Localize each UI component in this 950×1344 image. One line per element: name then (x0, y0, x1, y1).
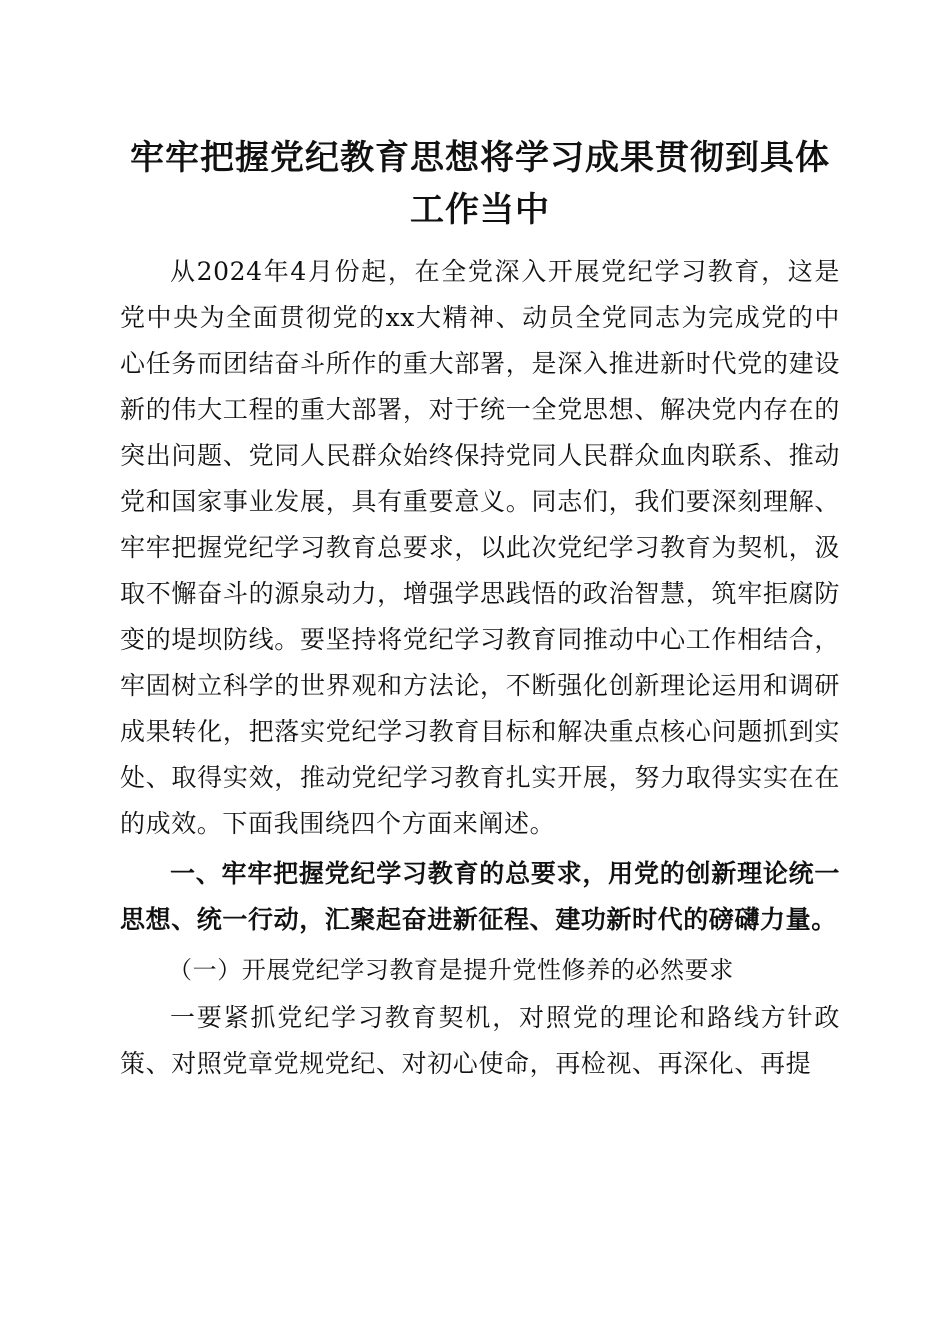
title-line-1: 牢牢把握党纪教育思想将学习成果贯彻到具体 (130, 138, 830, 178)
section-heading-1: 一、牢牢把握党纪学习教育的总要求，用党的创新理论统一思想、统一行动，汇聚起奋进新征程、建功新时代的磅礴力量。 (120, 859, 840, 934)
document-body (120, 249, 840, 1087)
intro-paragraph: 从2024年4月份起，在全党深入开展党纪学习教育，这是党中央为全面贯彻党的xx大精神、动员全党同志为完成党的中心任务而团结奋斗所作的重大部署，是深入推进新时代党的建设新的伟大工程的重大部署，对于统一全党思想、解决党内存在的突出问题、党同人民群众始终保持党同人民群众血肉联系、推动党和国家事业发展，具有重要意义。同志们，我们要深刻理解、牢牢把握党纪学习教育总要求，以此次党纪学习教育为契机，汲取不懈奋斗的源泉动力，增强学思践悟的政治智慧，筑牢拒腐防变的堤坝防线。要坚持将党纪学习教育同推动中心工作相结合，牢固树立科学的世界观和方法论，不断强化创新理论运用和调研成果转化，把落实党纪学习教育目标和解决重点核心问题抓到实处、取得实效，推动党纪学习教育扎实开展，努力取得实实在在的成效。下面我围绕四个方面来阐述。 (120, 257, 840, 838)
document-page (120, 0, 840, 1344)
subsection-heading-1: （一）开展党纪学习教育是提升党性修养的必然要求 (168, 956, 734, 984)
body-paragraph: 一要紧抓党纪学习教育契机，对照党的理论和路线方针政策、对照党章党规党纪、对初心使命，再检视、再深化、再提 (120, 1003, 840, 1078)
document-title (110, 132, 850, 236)
title-line-2: 工作当中 (410, 190, 550, 230)
